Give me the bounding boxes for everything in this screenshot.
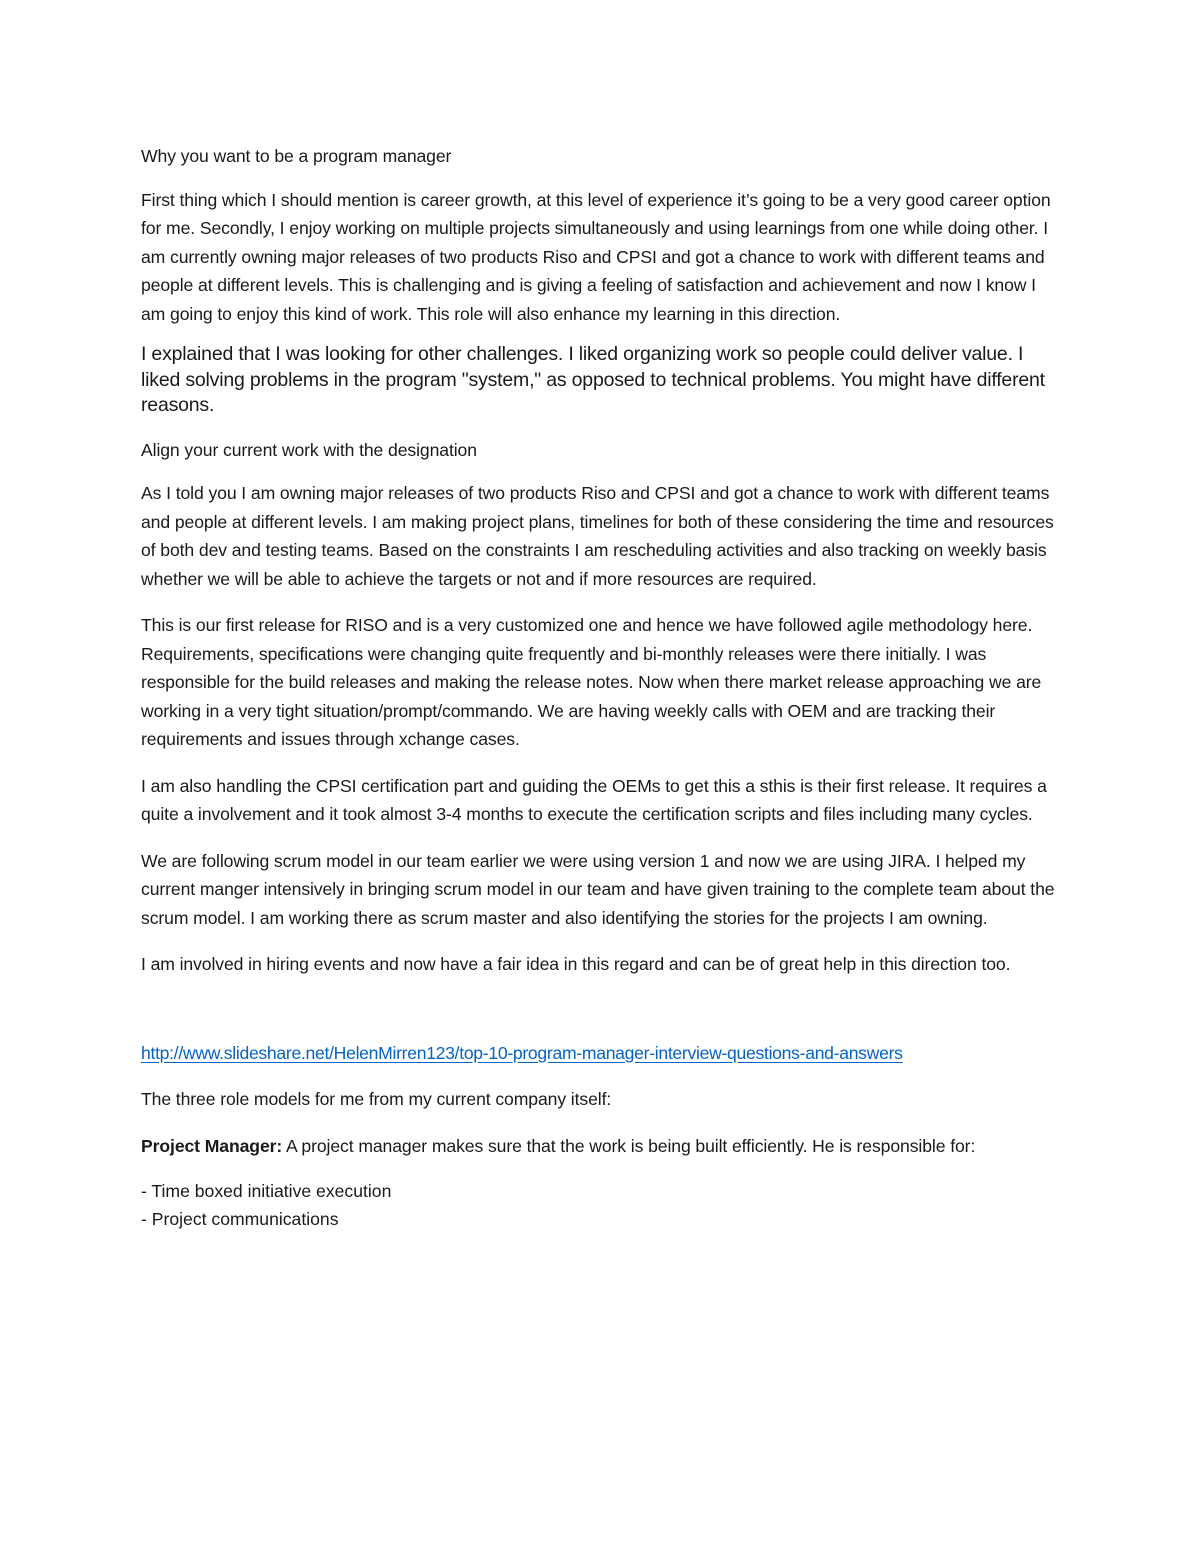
list-item: - Time boxed initiative execution [141,1181,392,1201]
paragraph-role-models: The three role models for me from my current company itself: [141,1089,612,1109]
project-manager-description: A project manager makes sure that the work is being built efficiently. He is responsible for: [282,1135,976,1156]
paragraph-owning-releases: As I told you I am owning major releases of two products Riso and CPSI and got a chance to work with different teams and people at different levels. I am making project plans, timelines for both of these considering the time and resources of both dev and testing teams. Based on the constraints I am rescheduling activities and also tracking on weekly basis whether we will be able to achieve the targets or not and if more resources are required. [141,483,1054,589]
blank-line [141,997,1061,1039]
paragraph-project-manager [141,1132,1061,1161]
document-body [141,142,1061,1233]
link-paragraph [141,1039,1061,1068]
list-item: - Project communications [141,1208,339,1229]
paragraph-hiring-events: I am involved in hiring events and now have a fair idea in this regard and can be of great help in this direction too. [141,954,1011,974]
heading-why-program-manager: Why you want to be a program manager [141,146,452,166]
slideshare-link[interactable]: http://www.slideshare.net/HelenMirren123/top-10-program-manager-interview-questions-and-answers [141,1042,903,1063]
paragraph-career-growth: First thing which I should mention is career growth, at this level of experience it’s going to be a very good career option for me. Secondly, I enjoy working on multiple projects simultaneously and using learnings from one while doing other. I am currently owning major releases of two products Riso and CPSI and got a chance to work with different teams and people at different levels. This is challenging and is giving a feeling of satisfaction and achievement and now I know I am going to enjoy this kind of work. This role will also enhance my learning in this direction. [141,189,1051,324]
paragraph-cpsi-certification: I am also handling the CPSI certification part and guiding the OEMs to get this a sthis is their first release. It requires a quite a involvement and it took almost 3-4 months to execute the certification scripts and files including many cycles. [141,775,1047,824]
responsibility-list [141,1178,1061,1233]
paragraph-riso-release: This is our first release for RISO and is a very customized one and hence we have followed agile methodology here. Requirements, specifications were changing quite frequently and bi-monthly releases were there initially. I was responsible for the build releases and making the release notes. Now when there market release approaching we are working in a very tight situation/prompt/commando. We are having weekly calls with OEM and are tracking their requirements and issues through xchange cases. [141,615,1042,749]
project-manager-label: Project Manager: [141,1135,283,1156]
paragraph-other-challenges: I explained that I was looking for other challenges. I liked organizing work so people could deliver value. I liked solving problems in the program "system," as opposed to technical problems. You might have different reasons. [141,343,1045,416]
paragraph-scrum-model: We are following scrum model in our team earlier we were using version 1 and now we are using JIRA. I helped my current manger intensively in bringing scrum model in our team and have given training to the complete team about the scrum model. I am working there as scrum master and also identifying the stories for the projects I am owning. [141,850,1055,928]
heading-align-current-work: Align your current work with the designation [141,439,477,460]
